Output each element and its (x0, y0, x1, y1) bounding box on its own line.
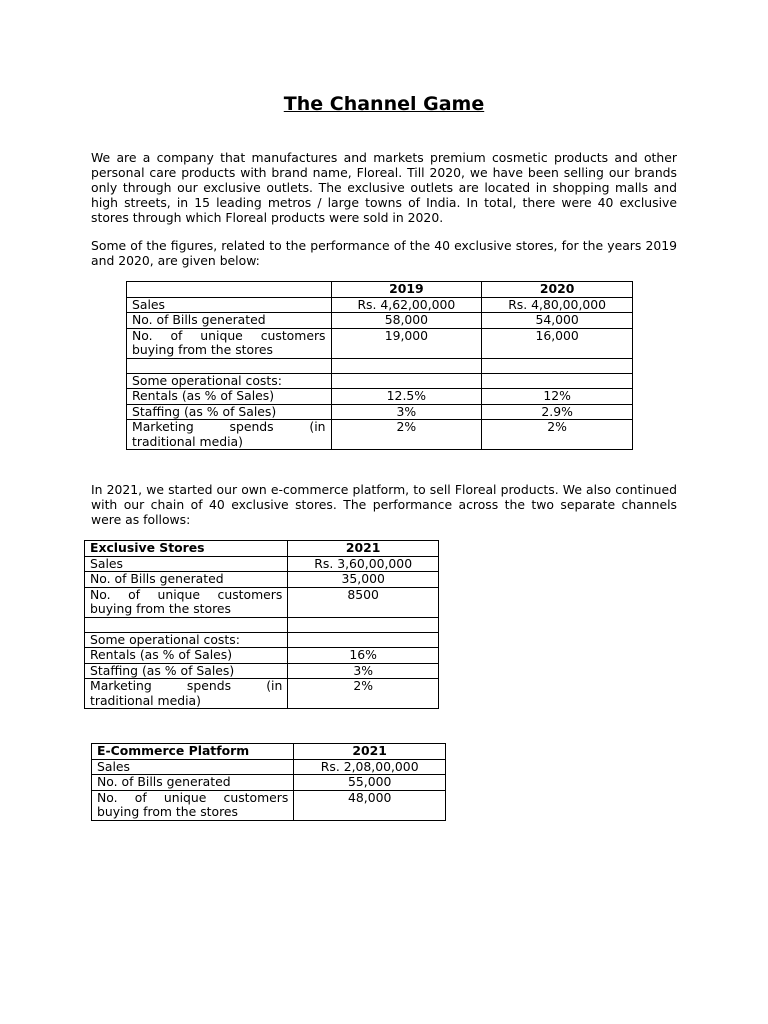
table-header-cell: 2021 (294, 744, 446, 760)
stores-2019-2020-table (126, 281, 633, 450)
table-cell: 3% (331, 404, 482, 420)
table-cell: 12% (482, 389, 633, 405)
intro-paragraph: We are a company that manufactures and markets premium cosmetic products and other personal care products with brand name, Floreal. Till 2020, we have been selling our brands only through our exclusive outlets. The exclusive outlets are located in shopping malls and high streets, in 15 leading metros / large towns of India. In total, there were 40 exclusive stores through which Floreal products were sold in 2020. (91, 150, 677, 225)
table-row (85, 587, 439, 617)
ecommerce-2021-table (91, 743, 446, 821)
table-cell: Rs. 3,60,00,000 (288, 556, 439, 572)
table-cell: 2% (482, 420, 633, 450)
figures-intro-paragraph: Some of the figures, related to the performance of the 40 exclusive stores, for the years 2019 and 2020, are given below: (91, 238, 677, 268)
table-row (127, 389, 633, 405)
row-label: Sales (85, 556, 288, 572)
table-row (85, 663, 439, 679)
row-label: Sales (92, 759, 294, 775)
table-cell: 54,000 (482, 313, 633, 329)
table-row (85, 572, 439, 588)
table-row (85, 632, 439, 648)
row-label: Marketing spends (in traditional media) (127, 420, 332, 450)
table-cell: 55,000 (294, 775, 446, 791)
table-row (85, 556, 439, 572)
table-cell: 2% (331, 420, 482, 450)
row-label: Sales (127, 297, 332, 313)
table-cell (288, 632, 439, 648)
table-header-cell: 2021 (288, 541, 439, 557)
table-cell: 35,000 (288, 572, 439, 588)
row-label (127, 358, 332, 373)
table-cell: 3% (288, 663, 439, 679)
table-header-cell: 2019 (331, 282, 482, 298)
row-label: No. of unique customers buying from the stores (127, 328, 332, 358)
row-label: No. of unique customers buying from the stores (85, 587, 288, 617)
row-label: Marketing spends (in traditional media) (85, 679, 288, 709)
table-cell: 2.9% (482, 404, 633, 420)
row-label: No. of unique customers buying from the stores (92, 790, 294, 820)
table-header-row (92, 744, 446, 760)
table-row (127, 373, 633, 389)
table-cell: 58,000 (331, 313, 482, 329)
table-row (85, 617, 439, 632)
row-label: No. of Bills generated (92, 775, 294, 791)
table-header-cell: Exclusive Stores (85, 541, 288, 557)
table-header-row (85, 541, 439, 557)
row-label: Some operational costs: (85, 632, 288, 648)
table-row (92, 775, 446, 791)
row-label: No. of Bills generated (127, 313, 332, 329)
row-label: Rentals (as % of Sales) (127, 389, 332, 405)
table-row (85, 648, 439, 664)
row-label: Staffing (as % of Sales) (85, 663, 288, 679)
table-cell (331, 373, 482, 389)
row-label: Staffing (as % of Sales) (127, 404, 332, 420)
table-cell: 16% (288, 648, 439, 664)
table-header-cell (127, 282, 332, 298)
table-row (127, 420, 633, 450)
table-cell: Rs. 2,08,00,000 (294, 759, 446, 775)
table-cell (482, 358, 633, 373)
table-row (127, 358, 633, 373)
document-title: The Channel Game (283, 93, 485, 115)
table-cell (331, 358, 482, 373)
row-label: No. of Bills generated (85, 572, 288, 588)
table-row (127, 297, 633, 313)
table-cell: Rs. 4,62,00,000 (331, 297, 482, 313)
table-header-cell: 2020 (482, 282, 633, 298)
table-cell: Rs. 4,80,00,000 (482, 297, 633, 313)
row-label: Some operational costs: (127, 373, 332, 389)
table-cell (482, 373, 633, 389)
table-row (92, 759, 446, 775)
table-header-row (127, 282, 633, 298)
table-row (85, 679, 439, 709)
table-row (127, 404, 633, 420)
table-cell: 8500 (288, 587, 439, 617)
table-header-cell: E-Commerce Platform (92, 744, 294, 760)
table-cell: 2% (288, 679, 439, 709)
table-cell (288, 617, 439, 632)
exclusive-stores-2021-table (84, 540, 439, 709)
row-label: Rentals (as % of Sales) (85, 648, 288, 664)
table-cell: 16,000 (482, 328, 633, 358)
table-cell: 12.5% (331, 389, 482, 405)
channels-intro-paragraph: In 2021, we started our own e-commerce platform, to sell Floreal products. We also continued with our chain of 40 exclusive stores. The performance across the two separate channels were as follows: (91, 482, 677, 527)
table-cell: 19,000 (331, 328, 482, 358)
table-cell: 48,000 (294, 790, 446, 820)
row-label (85, 617, 288, 632)
table-row (127, 313, 633, 329)
table-row (127, 328, 633, 358)
table-row (92, 790, 446, 820)
